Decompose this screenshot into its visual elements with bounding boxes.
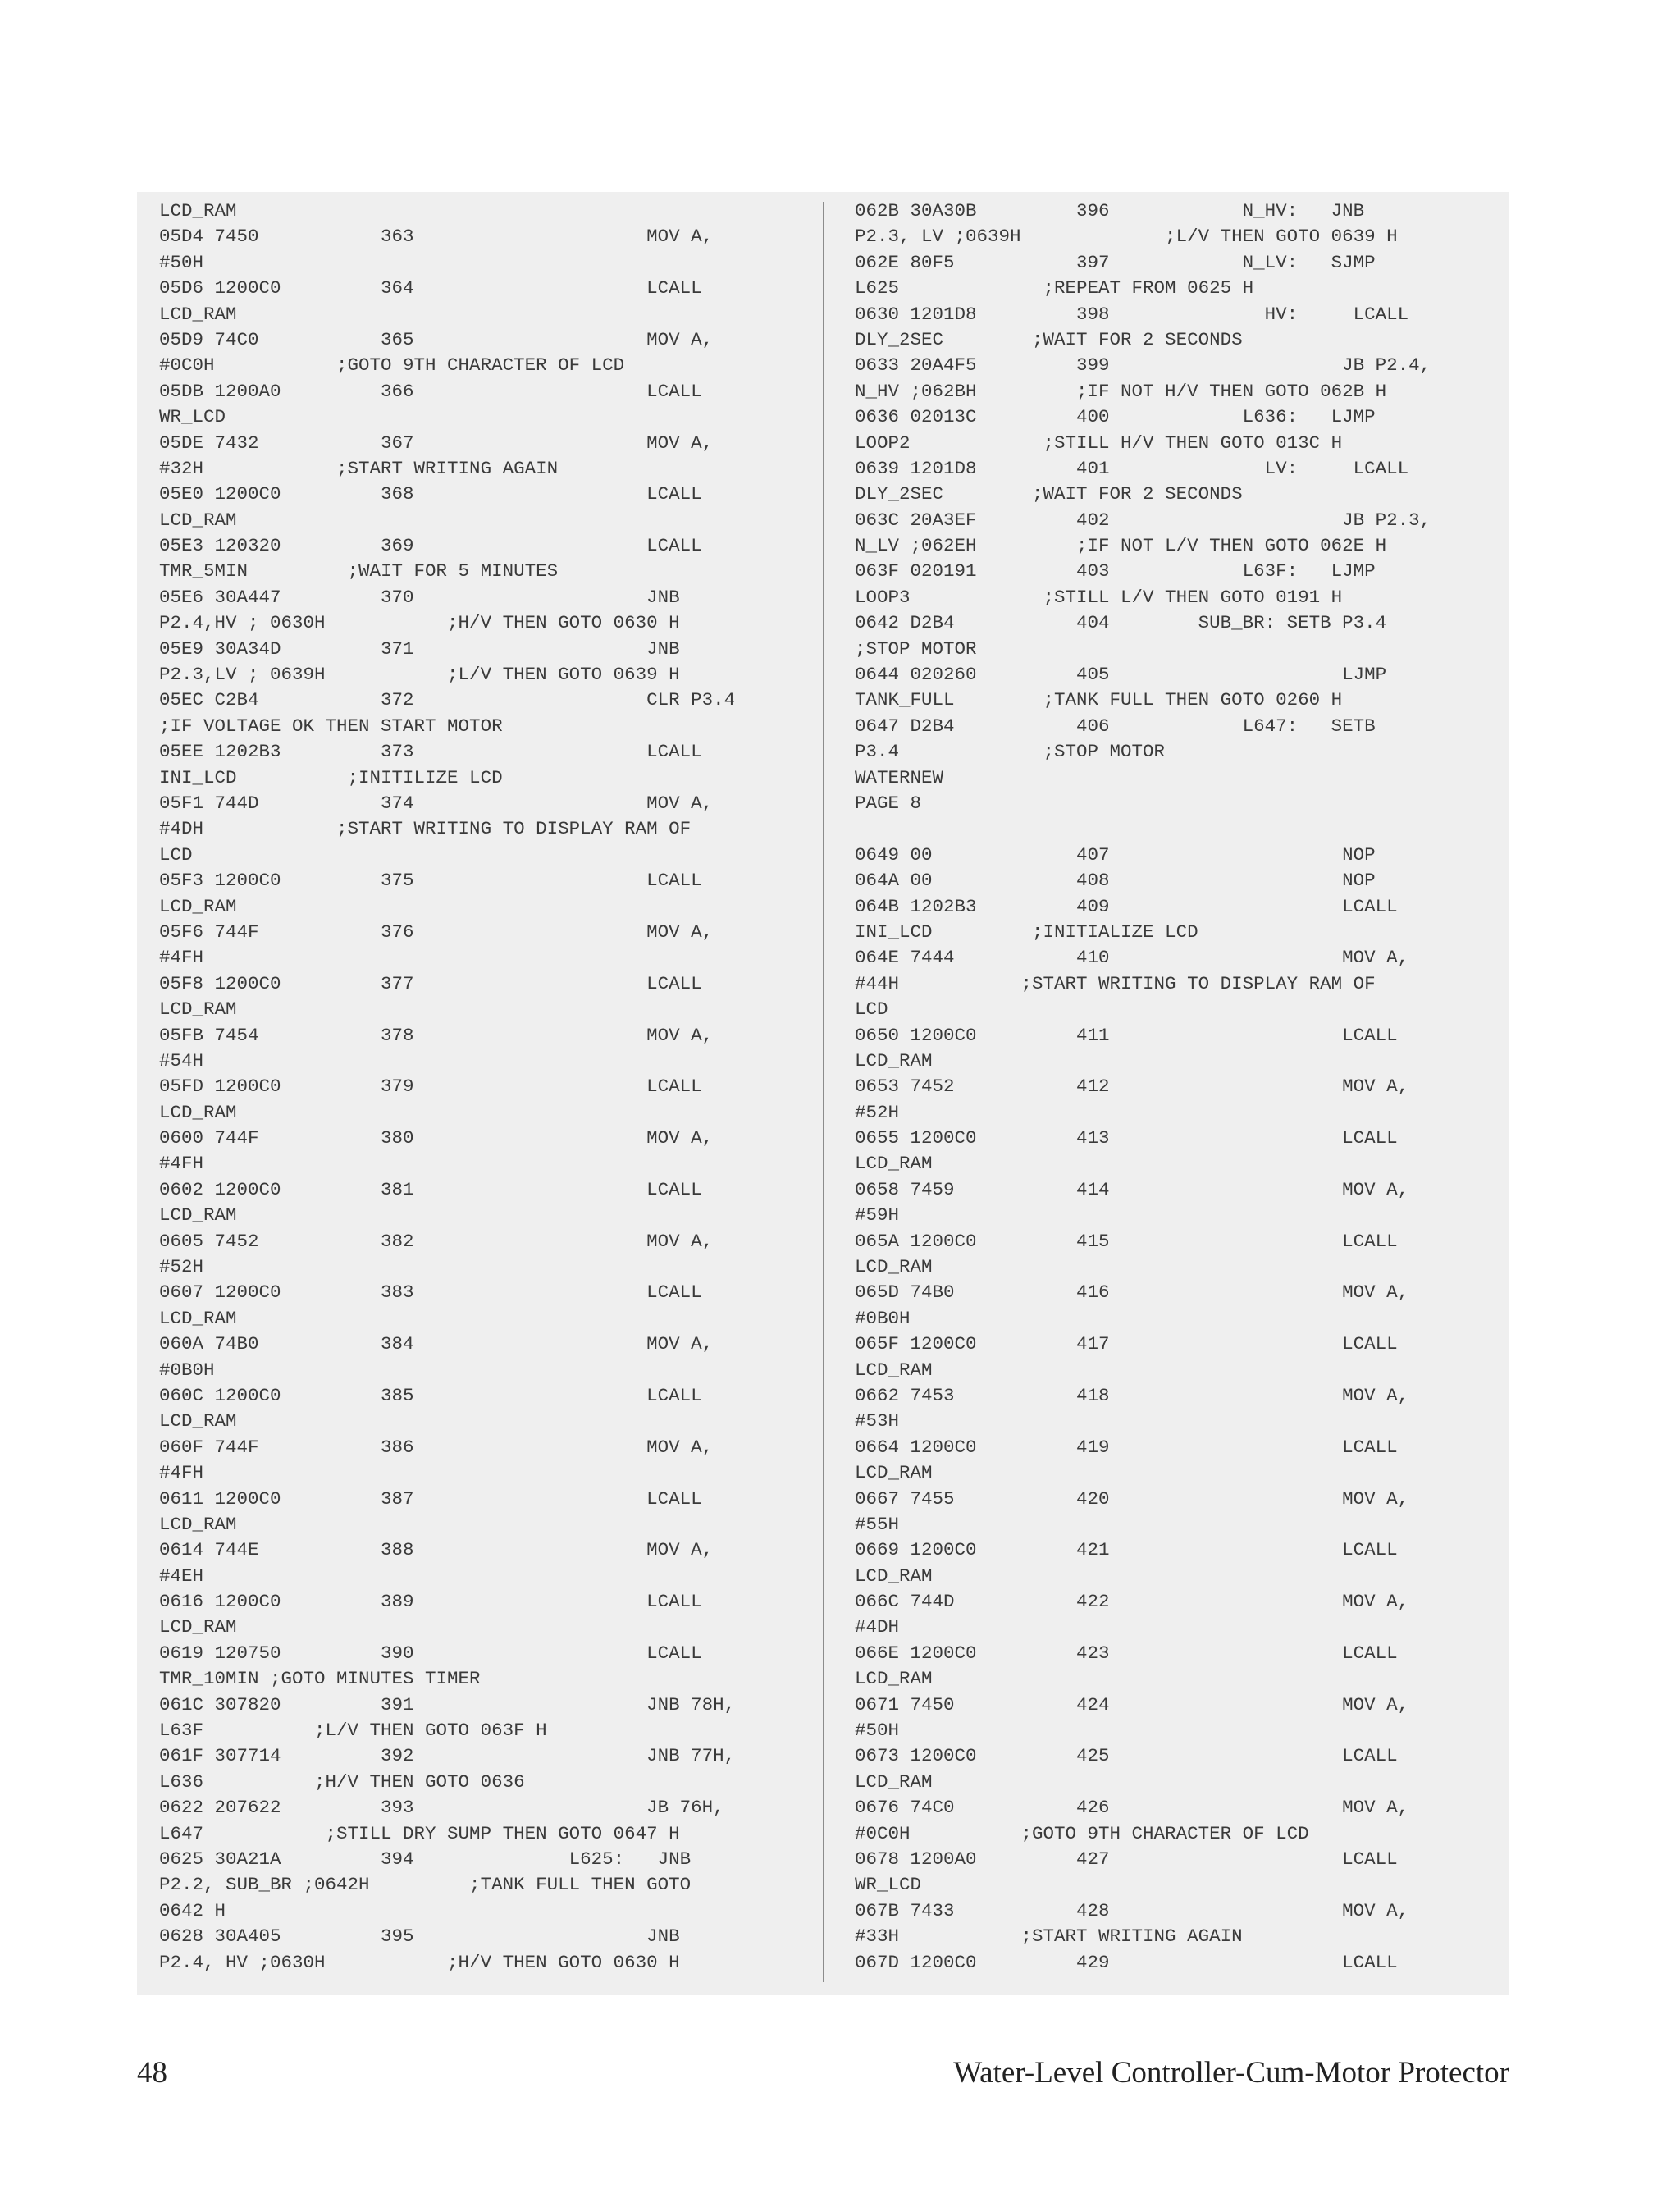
code-line: 0600 744F 380 MOV A,	[159, 1127, 714, 1149]
code-line: #50H	[159, 251, 204, 273]
code-line: #52H	[855, 1101, 900, 1123]
code-line: LCD_RAM	[855, 1462, 933, 1484]
code-listing	[137, 192, 1509, 1995]
code-line: WR_LCD	[855, 1874, 922, 1896]
code-line: L625 ;REPEAT FROM 0625 H	[855, 277, 1254, 299]
code-line: LCD_RAM	[855, 1770, 933, 1793]
code-line: 0611 1200C0 387 LCALL	[159, 1487, 702, 1510]
code-line: #4FH	[159, 947, 204, 969]
code-line: L63F ;L/V THEN GOTO 063F H	[159, 1720, 547, 1742]
code-line: 065F 1200C0 417 LCALL	[855, 1333, 1398, 1355]
code-line: 0669 1200C0 421 LCALL	[855, 1539, 1398, 1561]
code-column-left	[159, 199, 815, 1976]
code-line: 0673 1200C0 425 LCALL	[855, 1745, 1398, 1767]
code-line: #4EH	[159, 1565, 204, 1587]
code-line: 0655 1200C0 413 LCALL	[855, 1127, 1398, 1149]
code-line: 05E6 30A447 370 JNB	[159, 586, 680, 608]
code-line: 0642 D2B4 404 SUB_BR: SETB P3.4	[855, 612, 1387, 634]
code-line: 063F 020191 403 L63F: LJMP	[855, 560, 1376, 582]
code-line: #33H ;START WRITING AGAIN	[855, 1926, 1243, 1948]
code-line: LCD_RAM	[159, 303, 237, 325]
code-line: #50H	[855, 1720, 900, 1742]
code-line: #54H	[159, 1049, 204, 1071]
code-line: P2.4,HV ; 0630H ;H/V THEN GOTO 0630 H	[159, 612, 680, 634]
code-line: 067B 7433 428 MOV A,	[855, 1899, 1409, 1921]
code-line: 066C 744D 422 MOV A,	[855, 1591, 1409, 1613]
code-line: P2.3,LV ; 0639H ;L/V THEN GOTO 0639 H	[159, 664, 680, 686]
code-line: 0649 00 407 NOP	[855, 843, 1376, 866]
code-line: 0644 020260 405 LJMP	[855, 664, 1387, 686]
code-line: DLY_2SEC ;WAIT FOR 2 SECONDS	[855, 328, 1243, 350]
code-line: LOOP2 ;STILL H/V THEN GOTO 013C H	[855, 432, 1343, 454]
code-line: LCD_RAM	[855, 1049, 933, 1071]
code-line: 05EC C2B4 372 CLR P3.4	[159, 689, 736, 711]
code-line: 065A 1200C0 415 LCALL	[855, 1230, 1398, 1252]
code-line: #59H	[855, 1204, 900, 1227]
code-line: 0630 1201D8 398 HV: LCALL	[855, 303, 1409, 325]
code-line: 060A 74B0 384 MOV A,	[159, 1333, 714, 1355]
code-line: 05F8 1200C0 377 LCALL	[159, 972, 702, 994]
code-line: 0667 7455 420 MOV A,	[855, 1487, 1409, 1510]
code-line: LCD	[159, 843, 193, 866]
code-line: 0605 7452 382 MOV A,	[159, 1230, 714, 1252]
code-line: 0639 1201D8 401 LV: LCALL	[855, 457, 1409, 479]
code-line: P3.4 ;STOP MOTOR	[855, 741, 1166, 763]
code-line: N_LV ;062EH ;IF NOT L/V THEN GOTO 062E H	[855, 535, 1387, 557]
code-line: 0622 207622 393 JB 76H,	[159, 1797, 724, 1819]
code-line: 060F 744F 386 MOV A,	[159, 1436, 714, 1458]
code-line: 0676 74C0 426 MOV A,	[855, 1797, 1409, 1819]
code-line: LCD_RAM	[159, 1204, 237, 1227]
code-line: LCD_RAM	[159, 1513, 237, 1535]
code-line: #4FH	[159, 1153, 204, 1175]
code-line: 064A 00 408 NOP	[855, 870, 1376, 892]
code-line: L636 ;H/V THEN GOTO 0636	[159, 1770, 525, 1793]
code-line: 0650 1200C0 411 LCALL	[855, 1024, 1398, 1046]
code-line: LCD_RAM	[855, 1256, 933, 1278]
code-line: 067D 1200C0 429 LCALL	[855, 1951, 1398, 1973]
code-line	[855, 816, 1503, 842]
code-line: 05D4 7450 363 MOV A,	[159, 226, 714, 248]
code-line: 0664 1200C0 419 LCALL	[855, 1436, 1398, 1458]
code-line: TANK_FULL ;TANK FULL THEN GOTO 0260 H	[855, 689, 1343, 711]
code-line: LCD_RAM	[159, 509, 237, 531]
code-line: 061F 307714 392 JNB 77H,	[159, 1745, 736, 1767]
code-line: 05E0 1200C0 368 LCALL	[159, 483, 702, 505]
code-line: #53H	[855, 1410, 900, 1432]
code-line: 05EE 1202B3 373 LCALL	[159, 741, 702, 763]
code-line: 0602 1200C0 381 LCALL	[159, 1178, 702, 1200]
code-line: 0662 7453 418 MOV A,	[855, 1384, 1409, 1406]
code-line: #0C0H ;GOTO 9TH CHARACTER OF LCD	[159, 354, 625, 377]
code-line: 064E 7444 410 MOV A,	[855, 947, 1409, 969]
code-line: 066E 1200C0 423 LCALL	[855, 1642, 1398, 1664]
code-line: 064B 1202B3 409 LCALL	[855, 895, 1398, 917]
code-line: #44H ;START WRITING TO DISPLAY RAM OF	[855, 972, 1376, 994]
code-line: P2.2, SUB_BR ;0642H ;TANK FULL THEN GOTO	[159, 1874, 692, 1896]
page-number: 48	[137, 2056, 167, 2090]
code-line: 05D6 1200C0 364 LCALL	[159, 277, 702, 299]
code-line: 05DE 7432 367 MOV A,	[159, 432, 714, 454]
code-line: 0653 7452 412 MOV A,	[855, 1076, 1409, 1098]
code-line: LCD	[855, 998, 888, 1021]
code-line: #0C0H ;GOTO 9TH CHARACTER OF LCD	[855, 1822, 1309, 1844]
code-line: LCD_RAM	[159, 200, 237, 222]
code-line: P2.4, HV ;0630H ;H/V THEN GOTO 0630 H	[159, 1951, 680, 1973]
code-line: 0607 1200C0 383 LCALL	[159, 1281, 702, 1304]
code-line: LCD_RAM	[855, 1668, 933, 1690]
code-line: 0633 20A4F5 399 JB P2.4,	[855, 354, 1431, 377]
code-line: 063C 20A3EF 402 JB P2.3,	[855, 509, 1431, 531]
code-line: LCD_RAM	[159, 1101, 237, 1123]
code-line: 05FD 1200C0 379 LCALL	[159, 1076, 702, 1098]
code-line: 0636 02013C 400 L636: LJMP	[855, 406, 1376, 428]
code-line: #4DH	[855, 1616, 900, 1638]
code-line: 0647 D2B4 406 L647: SETB	[855, 715, 1376, 737]
code-line: WATERNEW	[855, 766, 944, 788]
code-line: WR_LCD	[159, 406, 226, 428]
code-line: 062E 80F5 397 N_LV: SJMP	[855, 251, 1376, 273]
code-line: DLY_2SEC ;WAIT FOR 2 SECONDS	[855, 483, 1243, 505]
code-line: LOOP3 ;STILL L/V THEN GOTO 0191 H	[855, 586, 1343, 608]
code-line: 065D 74B0 416 MOV A,	[855, 1281, 1409, 1304]
code-column-right	[855, 199, 1503, 1976]
code-line: 0678 1200A0 427 LCALL	[855, 1848, 1398, 1870]
code-line: 0658 7459 414 MOV A,	[855, 1178, 1409, 1200]
code-line: #0B0H	[855, 1307, 911, 1329]
code-line: 0628 30A405 395 JNB	[159, 1926, 680, 1948]
code-line: 0616 1200C0 389 LCALL	[159, 1591, 702, 1613]
code-line: LCD_RAM	[855, 1153, 933, 1175]
code-line: #32H ;START WRITING AGAIN	[159, 457, 559, 479]
code-line: N_HV ;062BH ;IF NOT H/V THEN GOTO 062B H	[855, 380, 1387, 402]
code-line: INI_LCD ;INITIALIZE LCD	[855, 921, 1198, 943]
code-line: INI_LCD ;INITILIZE LCD	[159, 766, 503, 788]
code-line: #52H	[159, 1256, 204, 1278]
code-line: LCD_RAM	[159, 998, 237, 1021]
code-line: L647 ;STILL DRY SUMP THEN GOTO 0647 H	[159, 1822, 680, 1844]
code-line: 05D9 74C0 365 MOV A,	[159, 328, 714, 350]
code-line: LCD_RAM	[855, 1359, 933, 1381]
code-line: LCD_RAM	[159, 1616, 237, 1638]
code-line: 05E3 120320 369 LCALL	[159, 535, 702, 557]
code-line: #55H	[855, 1513, 900, 1535]
code-line: 05F6 744F 376 MOV A,	[159, 921, 714, 943]
code-line: 062B 30A30B 396 N_HV: JNB	[855, 200, 1365, 222]
code-line: ;IF VOLTAGE OK THEN START MOTOR	[159, 715, 503, 737]
code-line: 061C 307820 391 JNB 78H,	[159, 1693, 736, 1715]
code-line: #4FH	[159, 1462, 204, 1484]
code-line: 05F1 744D 374 MOV A,	[159, 792, 714, 814]
code-line: 05FB 7454 378 MOV A,	[159, 1024, 714, 1046]
column-divider	[823, 202, 824, 1982]
code-line: 05E9 30A34D 371 JNB	[159, 637, 680, 660]
code-line: #4DH ;START WRITING TO DISPLAY RAM OF	[159, 818, 692, 840]
code-line: PAGE 8	[855, 792, 922, 814]
running-title: Water-Level Controller-Cum-Motor Protector	[953, 2056, 1509, 2090]
code-line: 0671 7450 424 MOV A,	[855, 1693, 1409, 1715]
code-line: 0614 744E 388 MOV A,	[159, 1539, 714, 1561]
code-line: TMR_10MIN ;GOTO MINUTES TIMER	[159, 1668, 481, 1690]
code-line: LCD_RAM	[855, 1565, 933, 1587]
code-line: LCD_RAM	[159, 895, 237, 917]
code-line: LCD_RAM	[159, 1307, 237, 1329]
code-line: P2.3, LV ;0639H ;L/V THEN GOTO 0639 H	[855, 226, 1398, 248]
code-line: 05DB 1200A0 366 LCALL	[159, 380, 702, 402]
code-line: 05F3 1200C0 375 LCALL	[159, 870, 702, 892]
code-line: #0B0H	[159, 1359, 215, 1381]
code-line: LCD_RAM	[159, 1410, 237, 1432]
code-line: 0619 120750 390 LCALL	[159, 1642, 702, 1664]
code-line: 0625 30A21A 394 L625: JNB	[159, 1848, 692, 1870]
code-line: TMR_5MIN ;WAIT FOR 5 MINUTES	[159, 560, 559, 582]
code-line: 0642 H	[159, 1899, 226, 1921]
code-line: 060C 1200C0 385 LCALL	[159, 1384, 702, 1406]
code-line: ;STOP MOTOR	[855, 637, 977, 660]
